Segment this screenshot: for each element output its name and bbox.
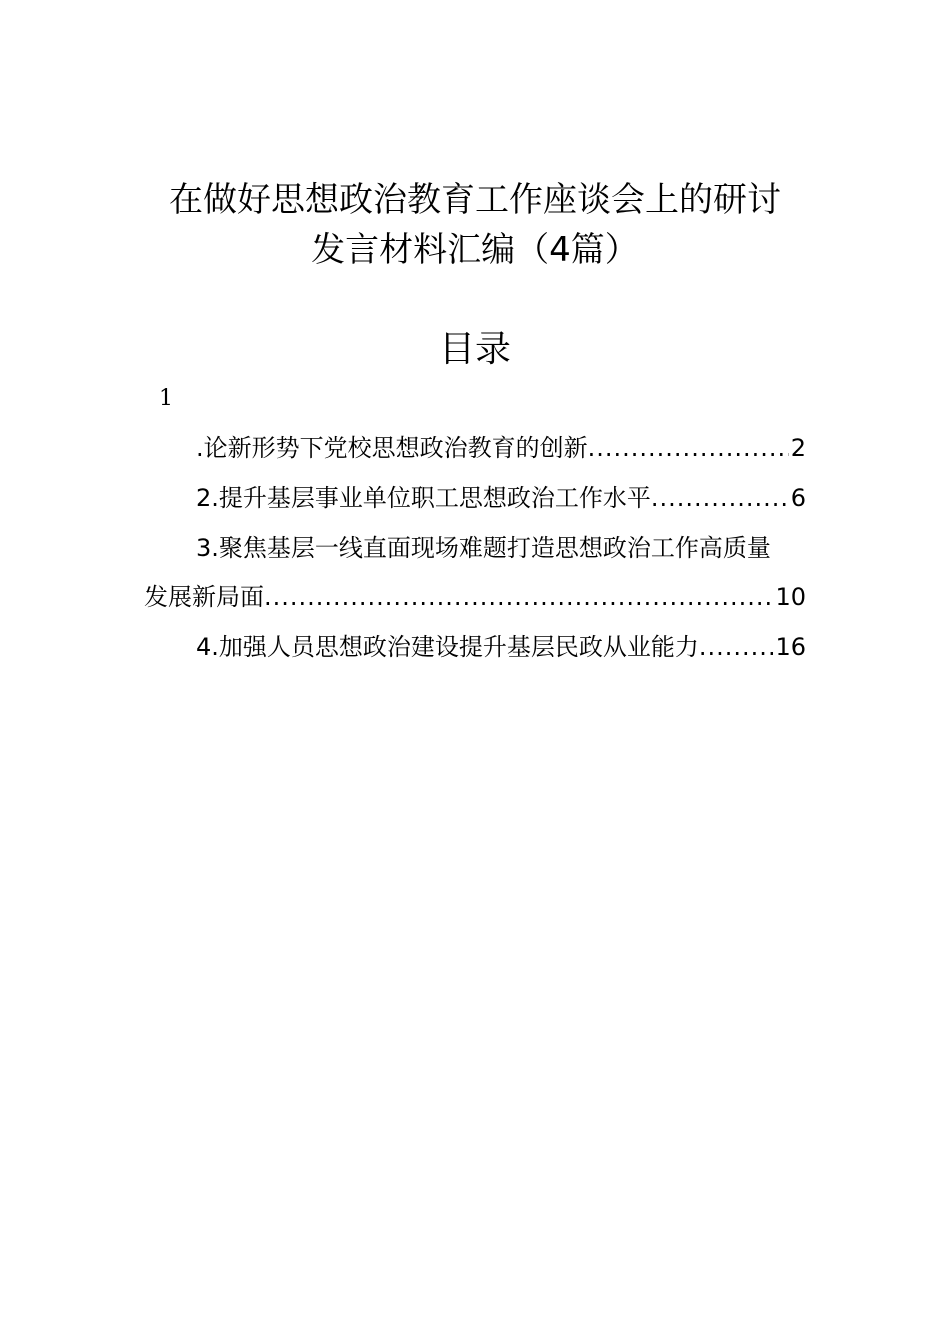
list-marker: 1 [159, 386, 173, 411]
toc-entry-label: 2.提升基层事业单位职工思想政治工作水平 [196, 484, 651, 512]
toc-entry-4[interactable] [196, 631, 806, 663]
toc-entry-1[interactable] [196, 432, 806, 464]
toc-entry-3-line-2[interactable] [144, 581, 806, 613]
toc-leader-dots [588, 432, 789, 464]
toc-entry-label: 发展新局面 [144, 583, 264, 611]
toc-entry-3-line-1[interactable] [196, 532, 810, 564]
document-title-line-2: 发言材料汇编（4篇） [311, 230, 639, 270]
toc-entry-label: .论新形势下党校思想政治教育的创新 [196, 434, 588, 462]
toc-page-number: 16 [775, 633, 806, 661]
toc-leader-dots [699, 631, 774, 663]
toc-entry-2[interactable] [196, 482, 806, 514]
toc-leader-dots [651, 482, 789, 514]
toc-entry-label: 3.聚焦基层一线直面现场难题打造思想政治工作高质量 [196, 534, 771, 562]
toc-page-number: 2 [790, 434, 806, 462]
toc-page-number: 10 [775, 583, 806, 611]
document-title-line-1: 在做好思想政治教育工作座谈会上的研讨 [169, 180, 781, 220]
toc-page-number: 6 [790, 484, 806, 512]
toc-heading: 目录 [438, 329, 511, 370]
toc-leader-dots [264, 581, 773, 613]
toc-entry-label: 4.加强人员思想政治建设提升基层民政从业能力 [196, 633, 699, 661]
